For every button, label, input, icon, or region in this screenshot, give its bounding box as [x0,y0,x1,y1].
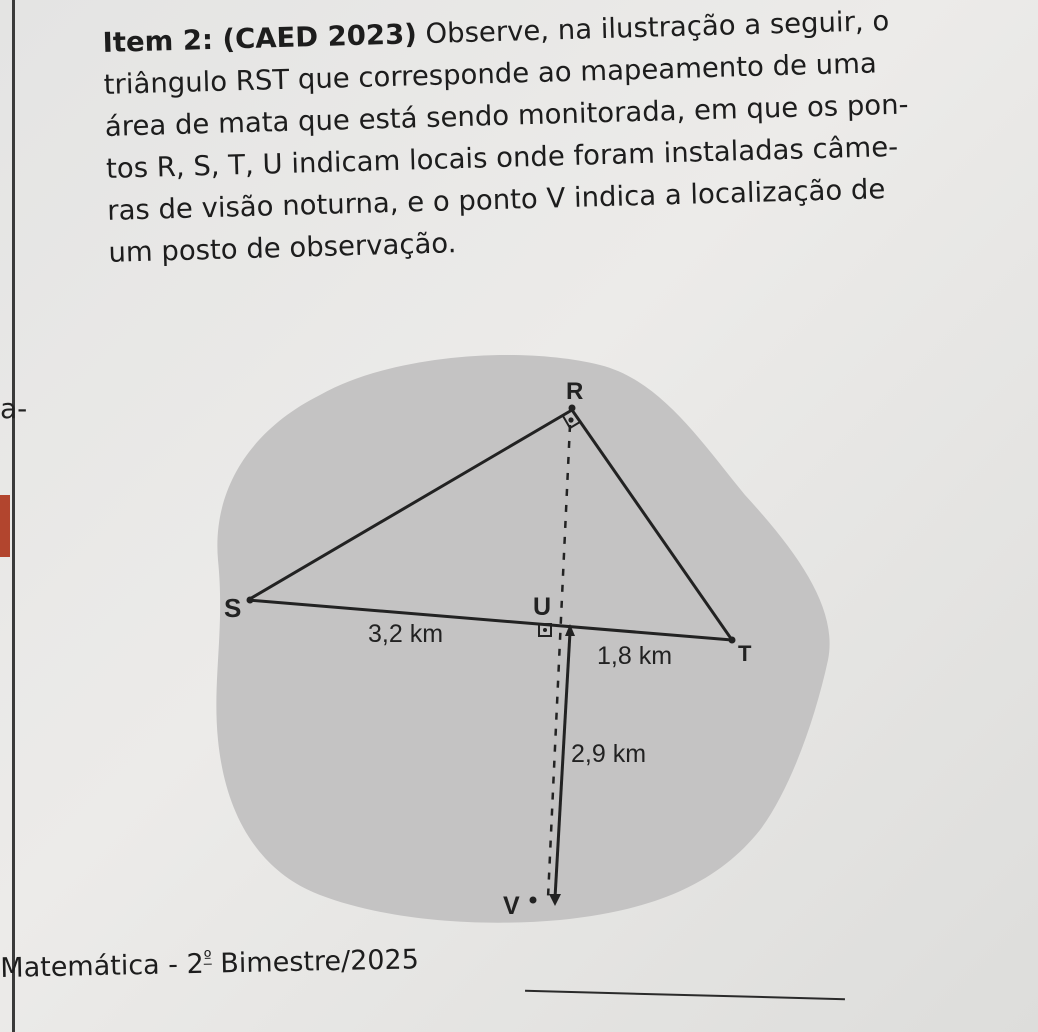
footer-period: Bimestre/2025 [211,944,420,980]
label-v: V [503,892,520,920]
question-line-1-text: Observe, na ilustração a seguir, o [416,5,890,51]
point-s-marker [247,597,254,604]
point-t-marker [729,637,736,644]
footer-ordinal: 2 [186,948,205,981]
label-t: T [738,641,752,666]
right-angle-r-dot [568,417,573,422]
point-v-marker [530,897,537,904]
point-r-marker [569,405,576,412]
footer-subject: Matemática - [0,949,187,984]
distance-uv: 2,9 km [571,740,647,768]
right-angle-u-dot [543,628,547,632]
question-line-3: área de mata que está sendo monitorada, em que os pon- [104,88,909,143]
distance-su: 3,2 km [368,620,444,648]
question-line-2: triângulo RST que corresponde ao mapeamento de uma [103,47,878,101]
distance-ut: 1,8 km [597,642,673,670]
question-line-6: um posto de observação. [108,227,457,269]
label-r: R [566,378,584,405]
label-s: S [224,593,242,623]
question-line-5: ras de visão noturna, e o ponto V indica a localização de [106,173,886,227]
margin-mark: a- [0,392,28,425]
item-heading: Item 2: (CAED 2023) [102,18,418,59]
label-u: U [533,593,552,621]
footer-ordinal-suffix: º [203,947,212,968]
question-line-4: tos R, S, T, U indicam locais onde foram instaladas câme- [105,130,899,185]
